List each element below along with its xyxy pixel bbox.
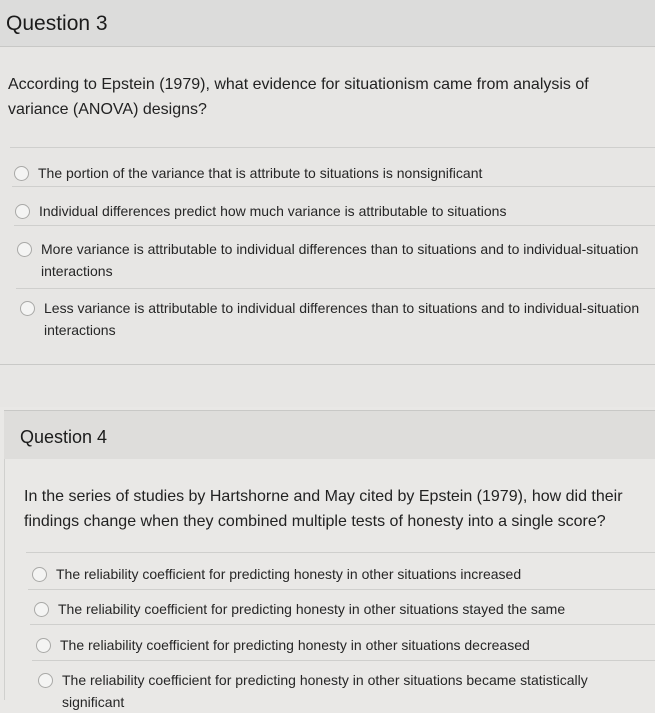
q3-option-1-label: The portion of the variance that is attribute to situations is nonsignificant [38,165,483,181]
radio-button[interactable] [32,567,47,582]
q3-option-4[interactable] [20,297,640,341]
radio-button[interactable] [38,673,53,688]
radio-button[interactable] [20,301,35,316]
option-divider [10,147,655,148]
question-4-header [4,410,655,460]
q3-option-2-label: Individual differences predict how much variance is attributable to situations [39,203,507,219]
q3-option-3[interactable] [17,238,642,282]
question-3-prompt: According to Epstein (1979), what evidence for situationism came from analysis of variance (ANOVA) designs? [8,76,589,118]
q4-option-4[interactable] [38,669,650,713]
q4-option-2[interactable] [34,598,647,620]
question-4-prompt: In the series of studies by Hartshorne and May cited by Epstein (1979), how did their findings change when they combined multiple tests of honesty into a single score? [24,488,623,530]
radio-button[interactable] [14,166,29,181]
q3-option-3-label: More variance is attributable to individual differences than to situations and to individual-situation interactions [41,241,639,279]
option-divider [26,552,655,553]
radio-button[interactable] [34,602,49,617]
option-divider [32,660,655,661]
question-divider [0,364,655,365]
q4-option-1[interactable] [32,563,647,585]
q4-option-1-label: The reliability coefficient for predicting honesty in other situations increased [56,566,522,582]
radio-button[interactable] [36,638,51,653]
q3-option-4-label: Less variance is attributable to individual differences than to situations and to individual-situation interactions [44,300,640,338]
option-divider [14,225,655,226]
option-divider [12,186,655,187]
q4-option-2-label: The reliability coefficient for predicting honesty in other situations stayed the same [58,601,566,617]
question-3-title: Question 3 [6,12,108,35]
q4-option-3[interactable] [36,634,647,656]
radio-button[interactable] [15,204,30,219]
option-divider [28,589,655,590]
radio-button[interactable] [17,242,32,257]
q3-option-1[interactable] [14,162,644,184]
question-3-header [0,0,655,47]
option-divider [16,288,655,289]
q3-option-2[interactable] [15,200,645,222]
q4-option-4-label: The reliability coefficient for predicting honesty in other situations became statistically significant [62,672,588,710]
question-4-title: Question 4 [20,427,108,447]
q4-option-3-label: The reliability coefficient for predicting honesty in other situations decreased [60,637,530,653]
option-divider [30,624,655,625]
